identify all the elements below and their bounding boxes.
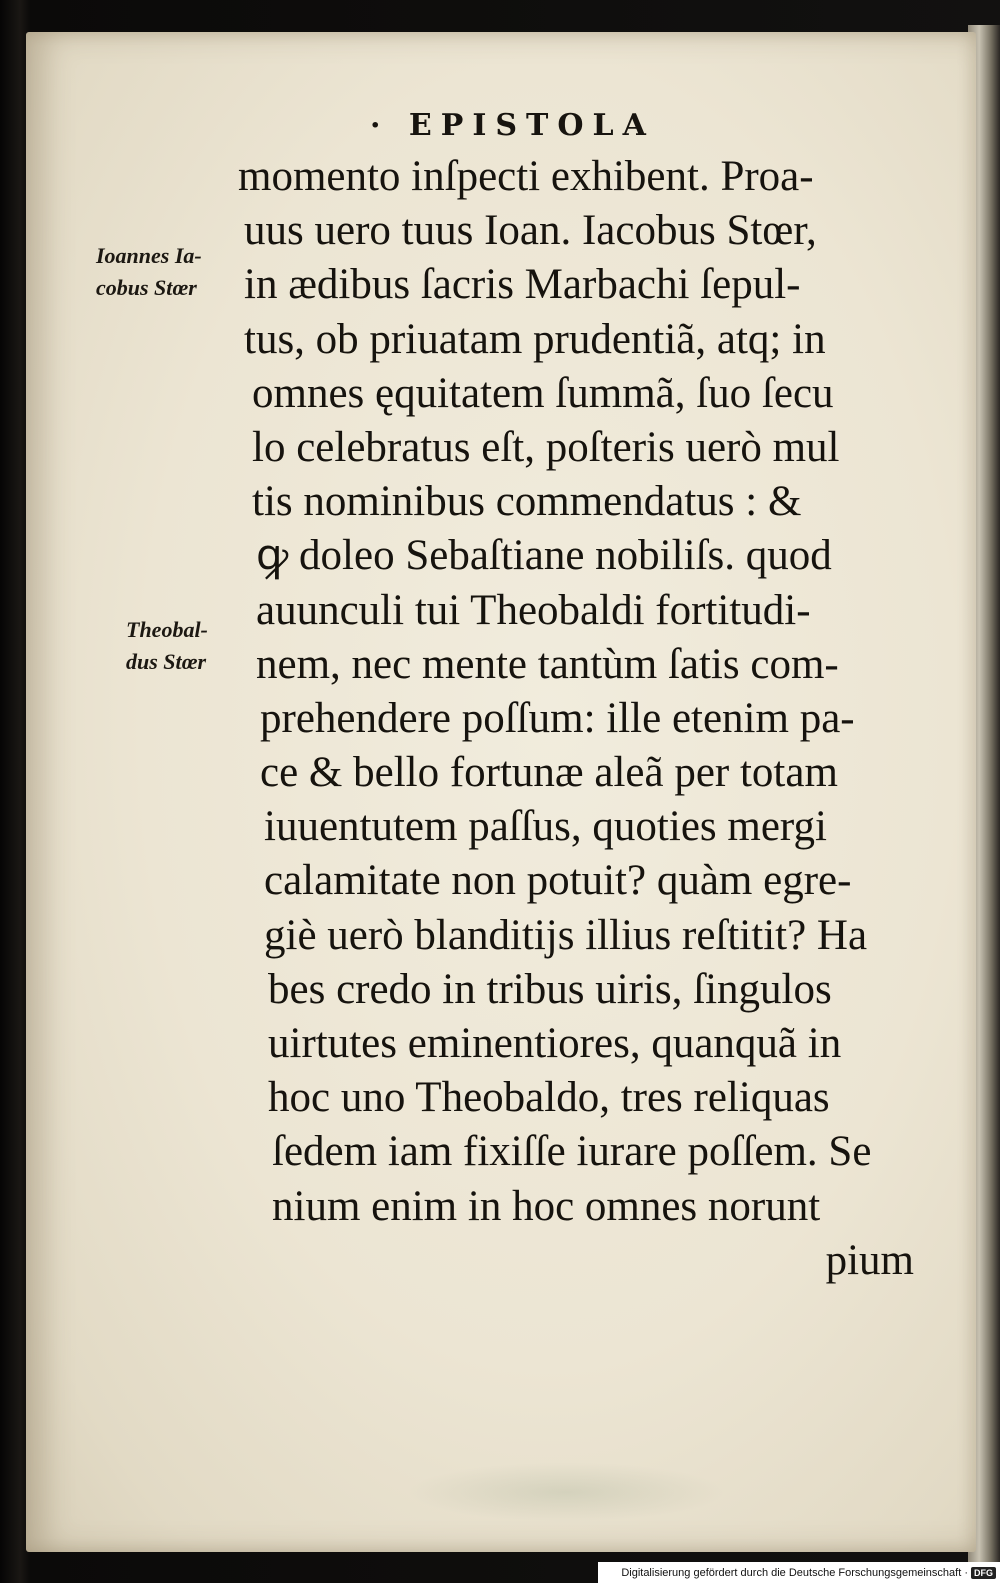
text-line: calamitate non potuit? quàm egre- [264,857,852,905]
text-line: lo celebratus eſt, poſteris uerò mul [252,423,840,471]
marginal-note-line: Theobal- [126,617,208,642]
marginal-note-theobaldus [126,614,208,678]
text-line: ſedem iam fixiſſe iurare poſſem. Se [272,1128,872,1176]
funding-credit: Digitalisierung gefördert durch die Deutsche Forschungsgemeinschaft · [621,1566,968,1579]
text-line: prehendere poſſum: ille etenim pa- [260,694,855,742]
catchword: pium [825,1236,914,1284]
dfg-logo-icon: DFG [971,1567,996,1579]
text-line: ce & bello fortunæ aleã per totam [260,749,838,797]
text-line: hoc uno Theobaldo, tres reliquas [268,1074,830,1122]
text-line: in ædibus ſacris Marbachi ſepul- [244,261,801,309]
text-line: tus, ob priuatam prudentiã, atq; in [244,315,826,363]
text-line: nium enim in hoc omnes norunt [272,1182,821,1230]
marginal-note-line: dus Stœr [126,649,207,674]
text-line: tis nominibus commendatus : & [252,478,802,526]
text-line: uus uero tuus Ioan. Iacobus Stœr, [244,207,817,255]
text-line: momento inſpecti exhibent. Proa- [238,153,814,200]
marginal-note-line: Ioannes Ia- [96,243,202,268]
text-line: ꝙ doleo Sebaſtiane nobiliſs. quod [256,532,832,580]
text-line: iuuentutem paſſus, quoties mergi [264,803,827,851]
text-line: omnes ęquitatem ſummã, ſuo ſecu [252,369,834,417]
footer-bar [598,1562,1000,1583]
text-line: giè uerò blanditijs illius reſtitit? Ha [264,911,868,959]
running-head: · EPISTOLA [370,108,655,143]
text-line: bes credo in tribus uiris, ſingulos [268,965,832,1013]
body-text [238,150,918,1288]
text-line: uirtutes eminentiores, quanquã in [268,1020,842,1067]
text-line: nem, nec mente tantùm ſatis com- [256,640,839,688]
marginal-note-ioannes [96,240,202,304]
marginal-note-line: cobus Stœr [96,275,197,300]
text-line: auunculi tui Theobaldi fortitudi- [256,586,811,634]
